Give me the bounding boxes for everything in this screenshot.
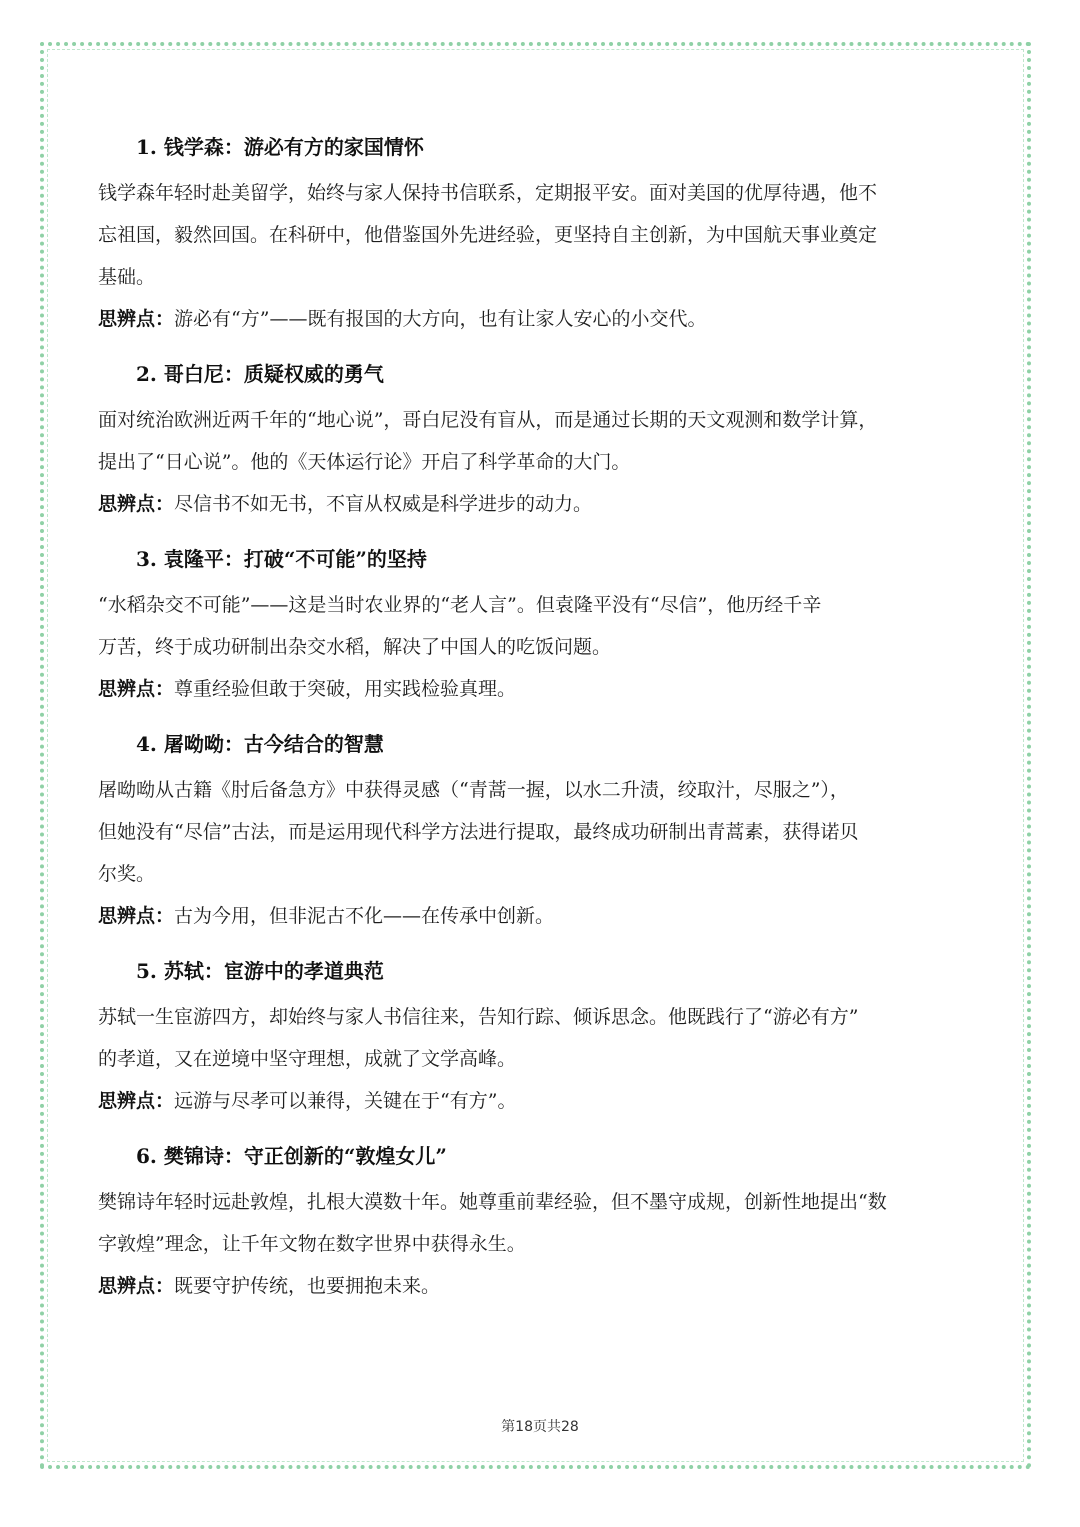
- section-title: 1. 钱学森：游必有方的家国情怀: [136, 135, 424, 159]
- section-title: 4. 屠呦呦：古今结合的智慧: [136, 732, 384, 756]
- reflection-point: [98, 1265, 988, 1307]
- section-copernicus: [98, 357, 988, 525]
- section-paragraph-line: 尔奖。: [98, 863, 156, 885]
- reflection-text: 既要守护传统，也要拥抱未来。: [174, 1275, 441, 1297]
- section-title: 3. 袁隆平：打破“不可能”的坚持: [136, 547, 427, 571]
- section-su-shi: [98, 954, 988, 1122]
- reflection-label: 思辨点：: [98, 1090, 175, 1112]
- reflection-point: [98, 668, 988, 710]
- section-title: 2. 哥白尼：质疑权威的勇气: [136, 362, 384, 386]
- section-fan-jinshi: [98, 1139, 988, 1307]
- section-title: 5. 苏轼：宦游中的孝道典范: [136, 959, 384, 983]
- section-paragraph-line: 字敦煌”理念，让千年文物在数字世界中获得永生。: [98, 1233, 526, 1255]
- section-qian-xuesen: [98, 130, 988, 340]
- section-paragraph-line: 忘祖国，毅然回国。在科研中，他借鉴国外先进经验，更坚持自主创新，为中国航天事业奠定: [98, 224, 878, 246]
- section-paragraph-line: 钱学森年轻时赴美留学，始终与家人保持书信联系，定期报平安。面对美国的优厚待遇，他不: [98, 182, 878, 204]
- document-body: [98, 130, 988, 1307]
- reflection-text: 游必有“方”——既有报国的大方向，也有让家人安心的小交代。: [174, 308, 707, 330]
- reflection-point: [98, 298, 988, 340]
- reflection-point: [98, 483, 988, 525]
- reflection-point: [98, 1080, 988, 1122]
- section-paragraph-line: 面对统治欧洲近两千年的“地心说”，哥白尼没有盲从，而是通过长期的天文观测和数学计算，: [98, 409, 878, 431]
- reflection-label: 思辨点：: [98, 493, 175, 515]
- page-number: 第18页共28: [501, 1419, 579, 1435]
- reflection-label: 思辨点：: [98, 905, 175, 927]
- section-tu-youyou: [98, 727, 988, 937]
- reflection-text: 尽信书不如无书，不盲从权威是科学进步的动力。: [174, 493, 593, 515]
- section-paragraph-line: 屠呦呦从古籍《肘后备急方》中获得灵感（“青蒿一握，以水二升渍，绞取汁，尽服之”），: [98, 779, 849, 801]
- reflection-label: 思辨点：: [98, 678, 175, 700]
- reflection-text: 尊重经验但敢于突破，用实践检验真理。: [174, 678, 517, 700]
- section-paragraph-line: “水稻杂交不可能”——这是当时农业界的“老人言”。但袁隆平没有“尽信”，他历经千辛: [98, 594, 822, 616]
- section-paragraph-line: 基础。: [98, 266, 156, 288]
- section-paragraph-line: 万苦，终于成功研制出杂交水稻，解决了中国人的吃饭问题。: [98, 636, 612, 658]
- reflection-label: 思辨点：: [98, 308, 175, 330]
- reflection-text: 远游与尽孝可以兼得，关键在于“有方”。: [174, 1090, 517, 1112]
- section-paragraph-line: 提出了“日心说”。他的《天体运行论》开启了科学革命的大门。: [98, 451, 631, 473]
- section-paragraph-line: 樊锦诗年轻时远赴敦煌，扎根大漠数十年。她尊重前辈经验，但不墨守成规，创新性地提出“数: [98, 1191, 887, 1213]
- section-paragraph-line: 但她没有“尽信”古法，而是运用现代科学方法进行提取，最终成功研制出青蒿素，获得诺贝: [98, 821, 859, 843]
- section-title: 6. 樊锦诗：守正创新的“敦煌女儿”: [136, 1144, 447, 1168]
- reflection-label: 思辨点：: [98, 1275, 175, 1297]
- section-yuan-longping: [98, 542, 988, 710]
- reflection-point: [98, 895, 988, 937]
- section-paragraph-line: 苏轼一生宦游四方，却始终与家人书信往来，告知行踪、倾诉思念。他既践行了“游必有方”: [98, 1006, 859, 1028]
- section-paragraph-line: 的孝道，又在逆境中坚守理想，成就了文学高峰。: [98, 1048, 517, 1070]
- reflection-text: 古为今用，但非泥古不化——在传承中创新。: [174, 905, 555, 927]
